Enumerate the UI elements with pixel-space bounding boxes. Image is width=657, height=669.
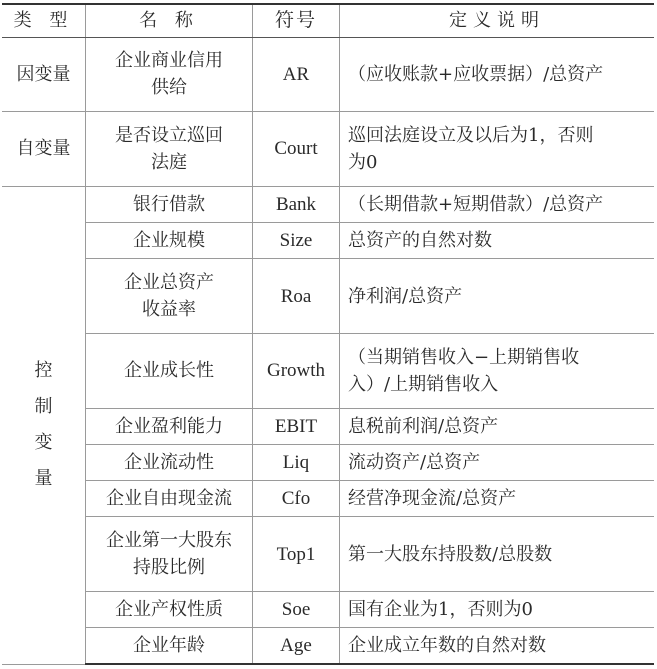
table-row (2, 112, 654, 187)
table-row (2, 333, 654, 408)
variable-name (86, 259, 253, 334)
variable-symbol: Roa (253, 259, 340, 334)
variable-name: 企业产权性质 (86, 591, 253, 627)
variable-symbol: Cfo (253, 481, 340, 517)
variable-definition (340, 333, 655, 408)
table-row (2, 517, 654, 592)
variable-name: 企业成长性 (86, 333, 253, 408)
variable-definition: 总资产的自然对数 (340, 223, 655, 259)
variable-definition: 企业成立年数的自然对数 (340, 628, 655, 664)
variable-name (86, 517, 253, 592)
definition-line: （当期销售收入−上期销售收 (348, 346, 580, 368)
variable-definition: （长期借款+短期借款）/总资产 (340, 186, 655, 222)
definition-line: 为0 (348, 151, 378, 173)
variable-name: 企业规模 (86, 223, 253, 259)
variable-definition: 国有企业为1，否则为0 (340, 591, 655, 627)
table-row (2, 408, 654, 444)
variable-symbol: Age (253, 628, 340, 664)
variable-definition: 第一大股东持股数/总股数 (340, 517, 655, 592)
name-line: 持股比例 (133, 557, 205, 579)
variable-symbol: AR (253, 37, 340, 112)
variable-definition: （应收账款+应收票据）/总资产 (340, 37, 655, 112)
header-symbol: 符号 (253, 4, 340, 37)
variable-name: 企业流动性 (86, 444, 253, 480)
variable-name: 企业盈利能力 (86, 408, 253, 444)
variable-definition-table (2, 3, 654, 665)
header-definition: 定义说明 (340, 4, 655, 37)
table-row (2, 591, 654, 627)
table-row (2, 628, 654, 664)
header-type: 类 型 (2, 4, 86, 37)
variable-symbol: Size (253, 223, 340, 259)
table-row (2, 223, 654, 259)
variable-symbol: EBIT (253, 408, 340, 444)
table-row (2, 444, 654, 480)
variable-definition: 息税前利润/总资产 (340, 408, 655, 444)
variable-definition: 净利润/总资产 (340, 259, 655, 334)
variable-symbol: Liq (253, 444, 340, 480)
variable-definition: 经营净现金流/总资产 (340, 481, 655, 517)
name-line: 企业第一大股东 (106, 530, 232, 552)
table-row (2, 186, 654, 222)
group-dependent: 因变量 (2, 37, 86, 112)
variable-definition (340, 112, 655, 187)
definition-line: 巡回法庭设立及以后为1，否则 (348, 124, 594, 146)
group-control-char: 量 (34, 468, 53, 490)
variable-symbol: Bank (253, 186, 340, 222)
variable-name (86, 37, 253, 112)
name-line: 供给 (151, 77, 187, 99)
name-line: 收益率 (142, 299, 196, 321)
group-control-char: 变 (34, 432, 53, 454)
header-name: 名 称 (86, 4, 253, 37)
variable-name: 企业年龄 (86, 628, 253, 664)
name-line: 企业总资产 (124, 272, 214, 294)
name-line: 企业商业信用 (115, 50, 223, 72)
variable-name: 银行借款 (86, 186, 253, 222)
variable-name: 企业自由现金流 (86, 481, 253, 517)
variable-symbol: Growth (253, 333, 340, 408)
name-line: 法庭 (151, 151, 187, 173)
variable-symbol: Court (253, 112, 340, 187)
table-row (2, 37, 654, 112)
variable-symbol: Soe (253, 591, 340, 627)
group-control-char: 制 (34, 396, 53, 418)
variable-name (86, 112, 253, 187)
definition-line: 入）/上期销售收入 (348, 373, 499, 395)
table-row (2, 481, 654, 517)
variable-symbol: Top1 (253, 517, 340, 592)
group-control-char: 控 (34, 360, 53, 382)
name-line: 是否设立巡回 (115, 124, 223, 146)
group-control (2, 186, 86, 664)
group-independent: 自变量 (2, 112, 86, 187)
table-header-row (2, 4, 654, 37)
table-row (2, 259, 654, 334)
variable-definition: 流动资产/总资产 (340, 444, 655, 480)
